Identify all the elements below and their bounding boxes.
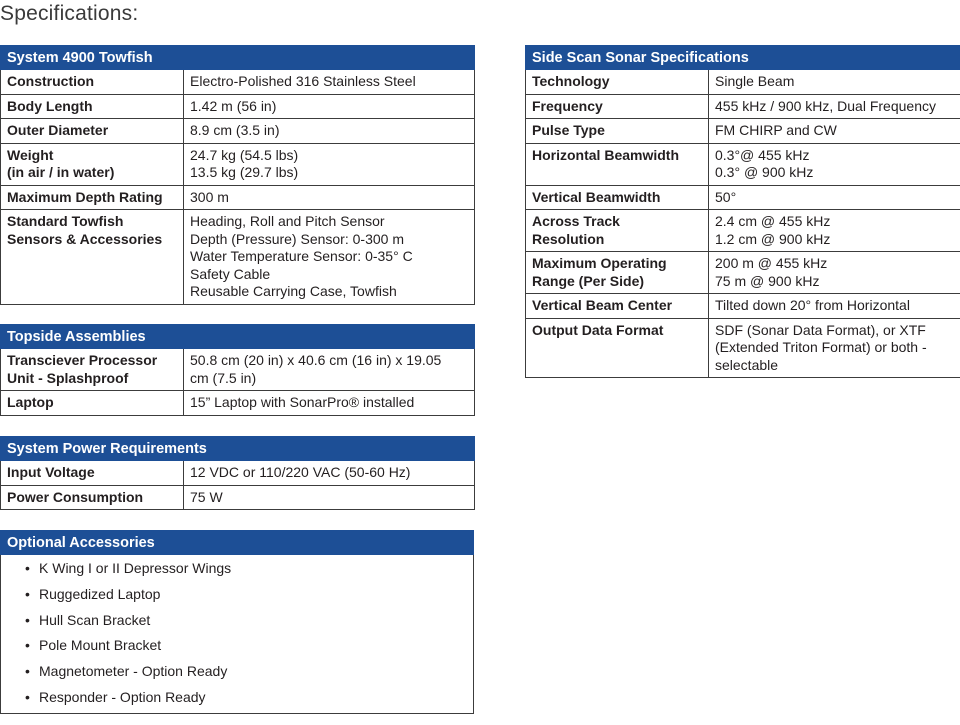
spec-value-line: Tilted down 20° from Horizontal (715, 297, 910, 313)
spec-label (526, 294, 709, 319)
spec-label-line: Transciever Processor (7, 352, 158, 368)
table-row (1, 461, 475, 486)
table-header: Optional Accessories (1, 531, 474, 555)
table-header: Side Scan Sonar Specifications (526, 46, 960, 70)
spec-value-line: Safety Cable (190, 265, 271, 282)
spec-label-line: Across Track (532, 213, 620, 229)
spec-label-line: Input Voltage (7, 464, 95, 480)
spec-value-line: Reusable Carrying Case, Towfish (190, 283, 397, 299)
list-item: • Ruggedized Laptop (25, 582, 467, 608)
spec-value (184, 70, 475, 95)
spec-value-line: FM CHIRP and CW (715, 122, 837, 138)
spec-value (709, 70, 960, 95)
spec-value-line: 12 VDC or 110/220 VAC (50-60 Hz) (190, 464, 411, 480)
spec-label-line: Body Length (7, 97, 93, 114)
table-row (526, 185, 960, 210)
spec-label (1, 185, 184, 210)
spec-label (1, 143, 184, 185)
table-row (526, 252, 960, 294)
spec-value-line: 75 m @ 900 kHz (715, 272, 820, 289)
table-row (1, 94, 475, 119)
optional-accessories-list (7, 556, 467, 711)
spec-label (1, 461, 184, 486)
spec-label-line: Sensors & Accessories (7, 230, 163, 247)
spec-label (1, 210, 184, 305)
spec-value-line: (Extended Triton Format) or both - (715, 339, 927, 355)
spec-value-line: 1.42 m (56 in) (190, 97, 277, 114)
spec-value-line: 50.8 cm (20 in) x 40.6 cm (16 in) x 19.05 (190, 352, 442, 368)
table-row (526, 119, 960, 144)
spec-label-line: Horizontal Beamwidth (532, 146, 680, 163)
spec-value (184, 210, 475, 305)
table-row (526, 294, 960, 319)
spec-label-line: (in air / in water) (7, 164, 115, 180)
spec-value (709, 185, 960, 210)
spec-label-line: Resolution (532, 230, 605, 247)
spec-value-line: 8.9 cm (3.5 in) (190, 122, 280, 138)
table-row (526, 143, 960, 185)
spec-label (526, 94, 709, 119)
spec-label-line: Output Data Format (532, 321, 664, 338)
spec-value (184, 185, 475, 210)
table-row (526, 94, 960, 119)
spec-value (709, 119, 960, 144)
spec-value (709, 294, 960, 319)
table-row (1, 485, 475, 510)
spec-label-line: Range (Per Side) (532, 272, 645, 289)
topside-spec-table (0, 324, 475, 416)
spec-value (184, 391, 475, 416)
table-row (1, 119, 475, 144)
spec-value-line: 1.2 cm @ 900 kHz (715, 230, 831, 247)
spec-label-line: Frequency (532, 97, 603, 114)
table-row (1, 143, 475, 185)
spec-value-line: 0.3° @ 900 kHz (715, 164, 814, 180)
spec-value (709, 318, 960, 378)
spec-label-line: Vertical Beam Center (532, 297, 673, 313)
list-item: • Hull Scan Bracket (25, 608, 467, 634)
table-header: Topside Assemblies (1, 325, 475, 349)
spec-value-line: Heading, Roll and Pitch Sensor (190, 213, 385, 229)
table-row (526, 70, 960, 95)
spec-label-line: Laptop (7, 394, 54, 410)
table-row (526, 210, 960, 252)
spec-value-line: 200 m @ 455 kHz (715, 255, 828, 271)
spec-value-line: 13.5 kg (29.7 lbs) (190, 164, 299, 180)
spec-value-line: 15” Laptop with SonarPro® installed (190, 394, 415, 410)
table-row (1, 349, 475, 391)
spec-value-line: 50° (715, 188, 737, 205)
spec-value-line: Single Beam (715, 73, 795, 89)
spec-label-line: Construction (7, 73, 95, 89)
spec-label (1, 349, 184, 391)
spec-value-line: Water Temperature Sensor: 0-35° C (190, 248, 413, 264)
spec-value-line: Depth (Pressure) Sensor: 0-300 m (190, 230, 404, 247)
table-header: System 4900 Towfish (1, 46, 475, 70)
list-item: • Responder - Option Ready (25, 685, 467, 711)
spec-label-line: Maximum Operating (532, 255, 667, 271)
spec-label (1, 119, 184, 144)
spec-label (1, 391, 184, 416)
spec-label (526, 318, 709, 378)
spec-value (709, 210, 960, 252)
spec-label-line: Outer Diameter (7, 122, 109, 138)
table-row (526, 318, 960, 378)
spec-label (1, 485, 184, 510)
table-row (1, 555, 474, 714)
table-row (1, 391, 475, 416)
spec-value (184, 485, 475, 510)
table-row (1, 210, 475, 305)
towfish-spec-table (0, 45, 475, 305)
spec-value (709, 143, 960, 185)
spec-value-line: cm (7.5 in) (190, 369, 257, 386)
spec-label-line: Power Consumption (7, 488, 144, 505)
spec-label-line: Maximum Depth Rating (7, 188, 163, 205)
table-header: System Power Requirements (1, 437, 475, 461)
spec-label (1, 94, 184, 119)
spec-value (184, 349, 475, 391)
spec-label-line: Vertical Beamwidth (532, 188, 661, 205)
spec-value (709, 252, 960, 294)
spec-value (184, 143, 475, 185)
optional-accessories-table (0, 530, 474, 714)
spec-value-line: 455 kHz / 900 kHz, Dual Frequency (715, 97, 936, 114)
spec-label-line: Standard Towfish (7, 213, 124, 229)
spec-value (184, 461, 475, 486)
spec-label (526, 210, 709, 252)
spec-value-line: 2.4 cm @ 455 kHz (715, 213, 831, 229)
list-item: • Magnetometer - Option Ready (25, 659, 467, 685)
spec-label (526, 143, 709, 185)
spec-value-line: 300 m (190, 188, 229, 205)
spec-value (184, 94, 475, 119)
spec-label-line: Technology (532, 73, 610, 89)
list-item: • K Wing I or II Depressor Wings (25, 556, 467, 582)
spec-label-line: Unit - Splashproof (7, 369, 129, 386)
spec-value-line: SDF (Sonar Data Format), or XTF (715, 321, 926, 338)
spec-label-line: Pulse Type (532, 122, 605, 138)
spec-label (526, 252, 709, 294)
spec-value-line: selectable (715, 356, 779, 373)
spec-label (526, 119, 709, 144)
spec-label (526, 70, 709, 95)
spec-label-line: Weight (7, 146, 54, 163)
spec-label (526, 185, 709, 210)
table-row (1, 70, 475, 95)
spec-label (1, 70, 184, 95)
list-item: • Pole Mount Bracket (25, 633, 467, 659)
spec-value (184, 119, 475, 144)
power-spec-table (0, 436, 475, 510)
spec-value-line: 75 W (190, 488, 223, 505)
spec-value-line: 0.3°@ 455 kHz (715, 146, 810, 163)
table-row (1, 185, 475, 210)
spec-value-line: Electro-Polished 316 Stainless Steel (190, 73, 416, 89)
spec-value-line: 24.7 kg (54.5 lbs) (190, 146, 299, 163)
sonar-spec-table (525, 45, 960, 378)
spec-value (709, 94, 960, 119)
page-title: Specifications: (0, 2, 139, 25)
